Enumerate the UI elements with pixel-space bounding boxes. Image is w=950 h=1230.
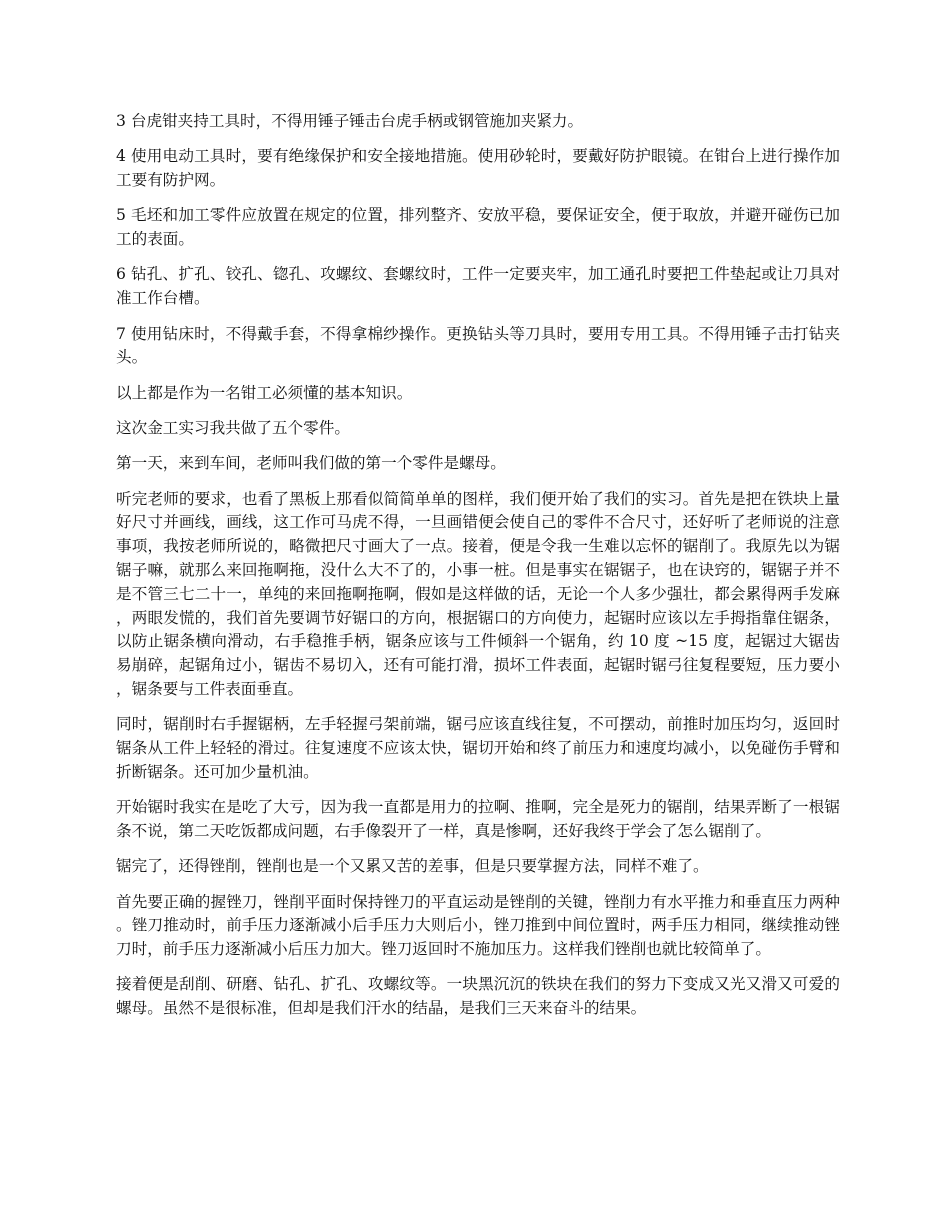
paragraph-conclusion: 接着便是刮削、研磨、钻孔、扩孔、攻螺纹等。一块黑沉沉的铁块在我们的努力下变成又光又滑又可爱的螺母。虽然不是很标准，但却是我们汗水的结晶，是我们三天来奋斗的结果。 [116, 975, 840, 1018]
paragraph-parts-count: 这次金工实习我共做了五个零件。 [116, 418, 350, 437]
paragraph-rule-3: 3 台虎钳夹持工具时，不得用锤子锤击台虎手柄或钢管施加夹紧力。 [116, 112, 584, 130]
paragraph-rule-6: 6 钻孔、扩孔、铰孔、锪孔、攻螺纹、套螺纹时，工件一定要夹牢，加工通孔时要把工件垫起或让刀具对准工作台槽。 [116, 265, 840, 308]
paragraph-summary: 以上都是作为一名钳工必须懂的基本知识。 [116, 383, 413, 402]
paragraph-sawing-intro: 听完老师的要求，也看了黑板上那看似简简单单的图样，我们便开始了我们的实习。首先是把在铁块上量好尺寸并画线，画线，这工作可马虎不得，一旦画错便会使自己的零件不合尺寸，还好听了老师说的注意事项，我按老师所说的，略微把尺寸画大了一点。接着，便是令我一生难以忘怀的锯削了。我原先以为锯锯子嘛，就那么来回拖啊拖，没什么大不了的，小事一桩。但是事实在锯锯子，也在诀窍的，锯锯子并不是不管三七二十一，单纯的来回拖啊拖啊，假如是这样做的话，无论一个人多少强壮，都会累得两手发麻，两眼发慌的，我们首先要调节好锯口的方向，根据锯口的方向使力，起锯时应该以左手拇指靠住锯条，以防止锯条横向滑动，右手稳推手柄，锯条应该与工件倾斜一个锯角，约 10 度 ~15 度，起锯过大锯齿易崩碎，起锯角过小，锯齿不易切入，还有可能打滑，损坏工件表面，起锯时锯弓往复程要短，压力要小，锯条要与工件表面垂直。 [116, 489, 840, 698]
paragraph-sawing-experience: 开始锯时我实在是吃了大亏，因为我一直都是用力的拉啊、推啊，完全是死力的锯削，结果弄断了一根锯条不说，第二天吃饭都成问题，右手像裂开了一样，真是惨啊，还好我终于学会了怎么锯削了。 [116, 798, 840, 840]
paragraph-filing-technique: 首先要正确的握锉刀，锉削平面时保持锉刀的平直运动是锉削的关键，锉削力有水平推力和垂直压力两种。锉刀推动时，前手压力逐渐减小后手压力大则后小，锉刀推到中间位置时，两手压力相同，继续推动锉刀时，前手压力逐渐减小后压力加大。锉刀返回时不施加压力。这样我们锉削也就比较简单了。 [116, 892, 840, 959]
paragraph-rule-7: 7 使用钻床时，不得戴手套，不得拿棉纱操作。更换钻头等刀具时，要用专用工具。不得用锤子击打钻夹头。 [116, 324, 840, 367]
document-body [116, 110, 840, 1033]
paragraph-rule-5: 5 毛坯和加工零件应放置在规定的位置，排列整齐、安放平稳，要保证安全，便于取放，并避开碰伤已加工的表面。 [116, 206, 840, 249]
paragraph-rule-4: 4 使用电动工具时，要有绝缘保护和安全接地措施。使用砂轮时，要戴好防护眼镜。在钳台上进行操作加工要有防护网。 [116, 147, 840, 190]
paragraph-filing-intro: 锯完了，还得锉削，锉削也是一个又累又苦的差事，但是只要掌握方法，同样不难了。 [116, 857, 709, 876]
paragraph-sawing-technique: 同时，锯削时右手握锯柄，左手轻握弓架前端，锯弓应该直线往复，不可摆动，前推时加压均匀，返回时锯条从工件上轻轻的滑过。往复速度不应该太快，锯切开始和终了前压力和速度均减小，以免碰伤手臂和折断锯条。还可加少量机油。 [116, 715, 840, 781]
paragraph-first-day: 第一天，来到车间，老师叫我们做的第一个零件是螺母。 [116, 454, 506, 473]
